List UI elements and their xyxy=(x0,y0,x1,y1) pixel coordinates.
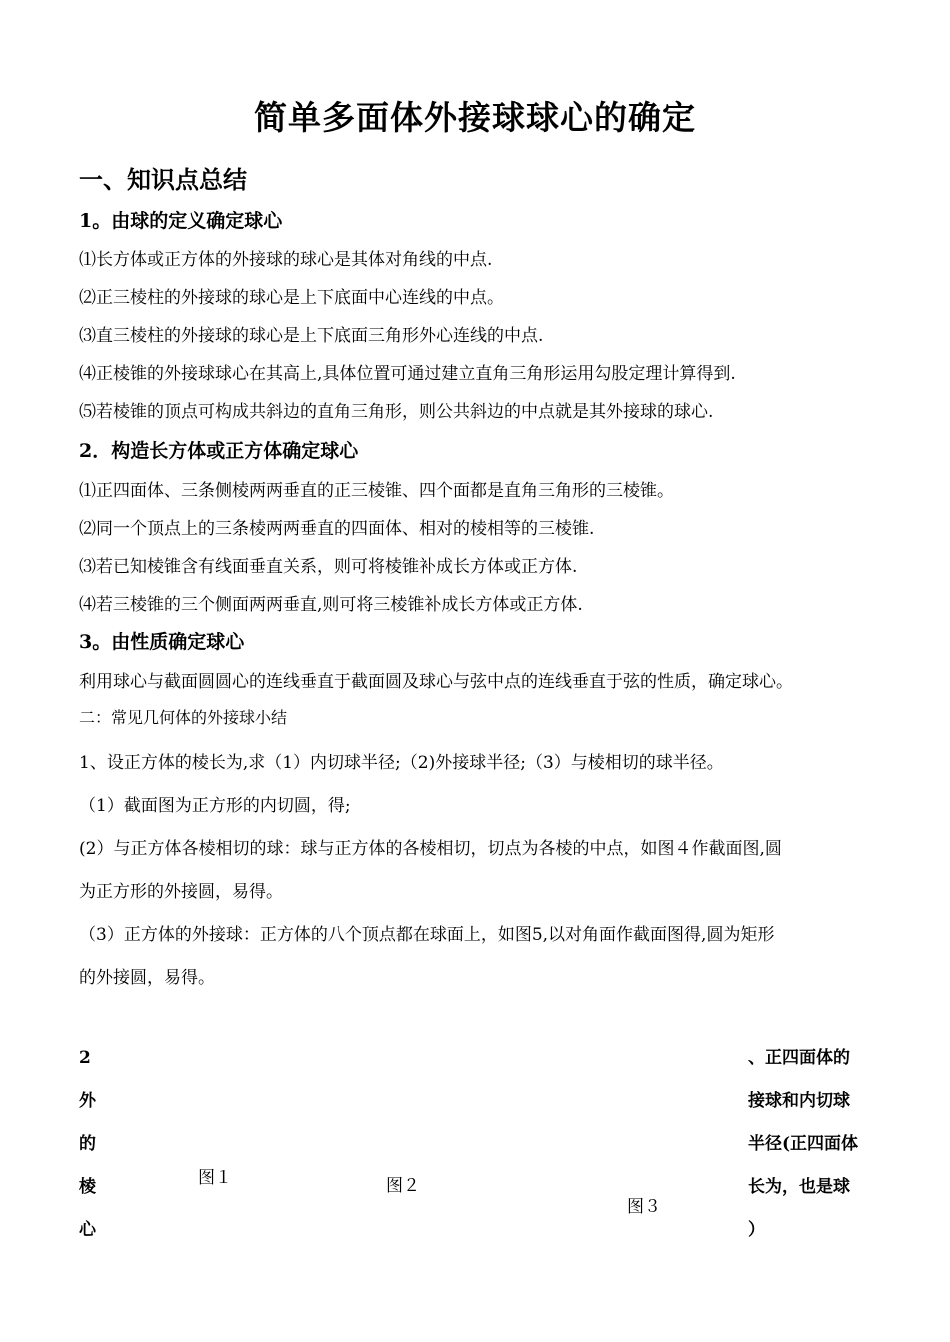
left-column-line: 棱 xyxy=(79,1177,96,1197)
sub2-item-4: ⑷若三棱锥的三个侧面两两垂直,则可将三棱锥补成长方体或正方体. xyxy=(79,595,583,615)
answer-2-line-1: (2）与正方体各棱相切的球：球与正方体的各棱相切，切点为各棱的中点，如图４作截面图,圆 xyxy=(79,839,782,859)
answer-3-line-1: （3）正方体的外接球：正方体的八个顶点都在球面上，如图5,以对角面作截面图得,圆为矩形 xyxy=(79,925,775,945)
sub1-item-4: ⑷正棱锥的外接球球心在其高上,具体位置可通过建立直角三角形运用勾股定理计算得到. xyxy=(79,364,736,384)
answer-3-line-2: 的外接圆，易得。 xyxy=(79,968,215,988)
right-column-line: 长为，也是球 xyxy=(748,1177,850,1197)
sub1-item-1: ⑴长方体或正方体的外接球的球心是其体对角线的中点. xyxy=(79,250,493,270)
right-column-line: ） xyxy=(748,1220,765,1240)
section1-heading: 一、知识点总结 xyxy=(79,165,247,194)
right-column-line: 接球和内切球 xyxy=(748,1091,850,1111)
sub1-item-3: ⑶直三棱柱的外接球的球心是上下底面三角形外心连线的中点. xyxy=(79,326,544,346)
sub1-heading: 1。由球的定义确定球心 xyxy=(79,210,283,232)
figure-3-caption: 图３ xyxy=(627,1197,661,1217)
sub3-heading: 3。由性质确定球心 xyxy=(79,631,245,653)
page-title: 简单多面体外接球球心的确定 xyxy=(254,98,696,137)
sub1-item-5: ⑸若棱锥的顶点可构成共斜边的直角三角形，则公共斜边的中点就是其外接球的球心. xyxy=(79,402,714,422)
left-column-line: 2 xyxy=(79,1048,91,1068)
sub2-heading: 2．构造长方体或正方体确定球心 xyxy=(79,440,359,462)
sub2-item-3: ⑶若已知棱锥含有线面垂直关系，则可将棱锥补成长方体或正方体. xyxy=(79,557,578,577)
question-1: 1、设正方体的棱长为,求（1）内切球半径;（2)外接球半径;（3）与棱相切的球半径。 xyxy=(79,753,724,773)
left-column-line: 外 xyxy=(79,1091,96,1111)
sub1-item-2: ⑵正三棱柱的外接球的球心是上下底面中心连线的中点。 xyxy=(79,288,504,308)
right-column-line: 半径(正四面体 xyxy=(748,1134,859,1154)
left-column-text xyxy=(79,1037,96,1252)
right-column-line: 、正四面体的 xyxy=(748,1048,850,1068)
right-column-text xyxy=(748,1037,858,1252)
sub3-text: 利用球心与截面圆圆心的连线垂直于截面圆及球心与弦中点的连线垂直于弦的性质，确定球心。 xyxy=(79,672,793,692)
figure-2-caption: 图２ xyxy=(386,1176,420,1196)
left-column-line: 心 xyxy=(79,1220,96,1240)
sub2-item-1: ⑴正四面体、三条侧棱两两垂直的正三棱锥、四个面都是直角三角形的三棱锥。 xyxy=(79,481,674,501)
answer-2-line-2: 为正方形的外接圆，易得。 xyxy=(79,882,283,902)
sub2-item-2: ⑵同一个顶点上的三条棱两两垂直的四面体、相对的棱相等的三棱锥. xyxy=(79,519,595,539)
figure-1-caption: 图１ xyxy=(198,1168,232,1188)
left-column-line: 的 xyxy=(79,1134,96,1154)
section2-heading: 二：常见几何体的外接球小结 xyxy=(79,708,288,727)
answer-1: （1）截面图为正方形的内切圆，得; xyxy=(79,796,351,816)
